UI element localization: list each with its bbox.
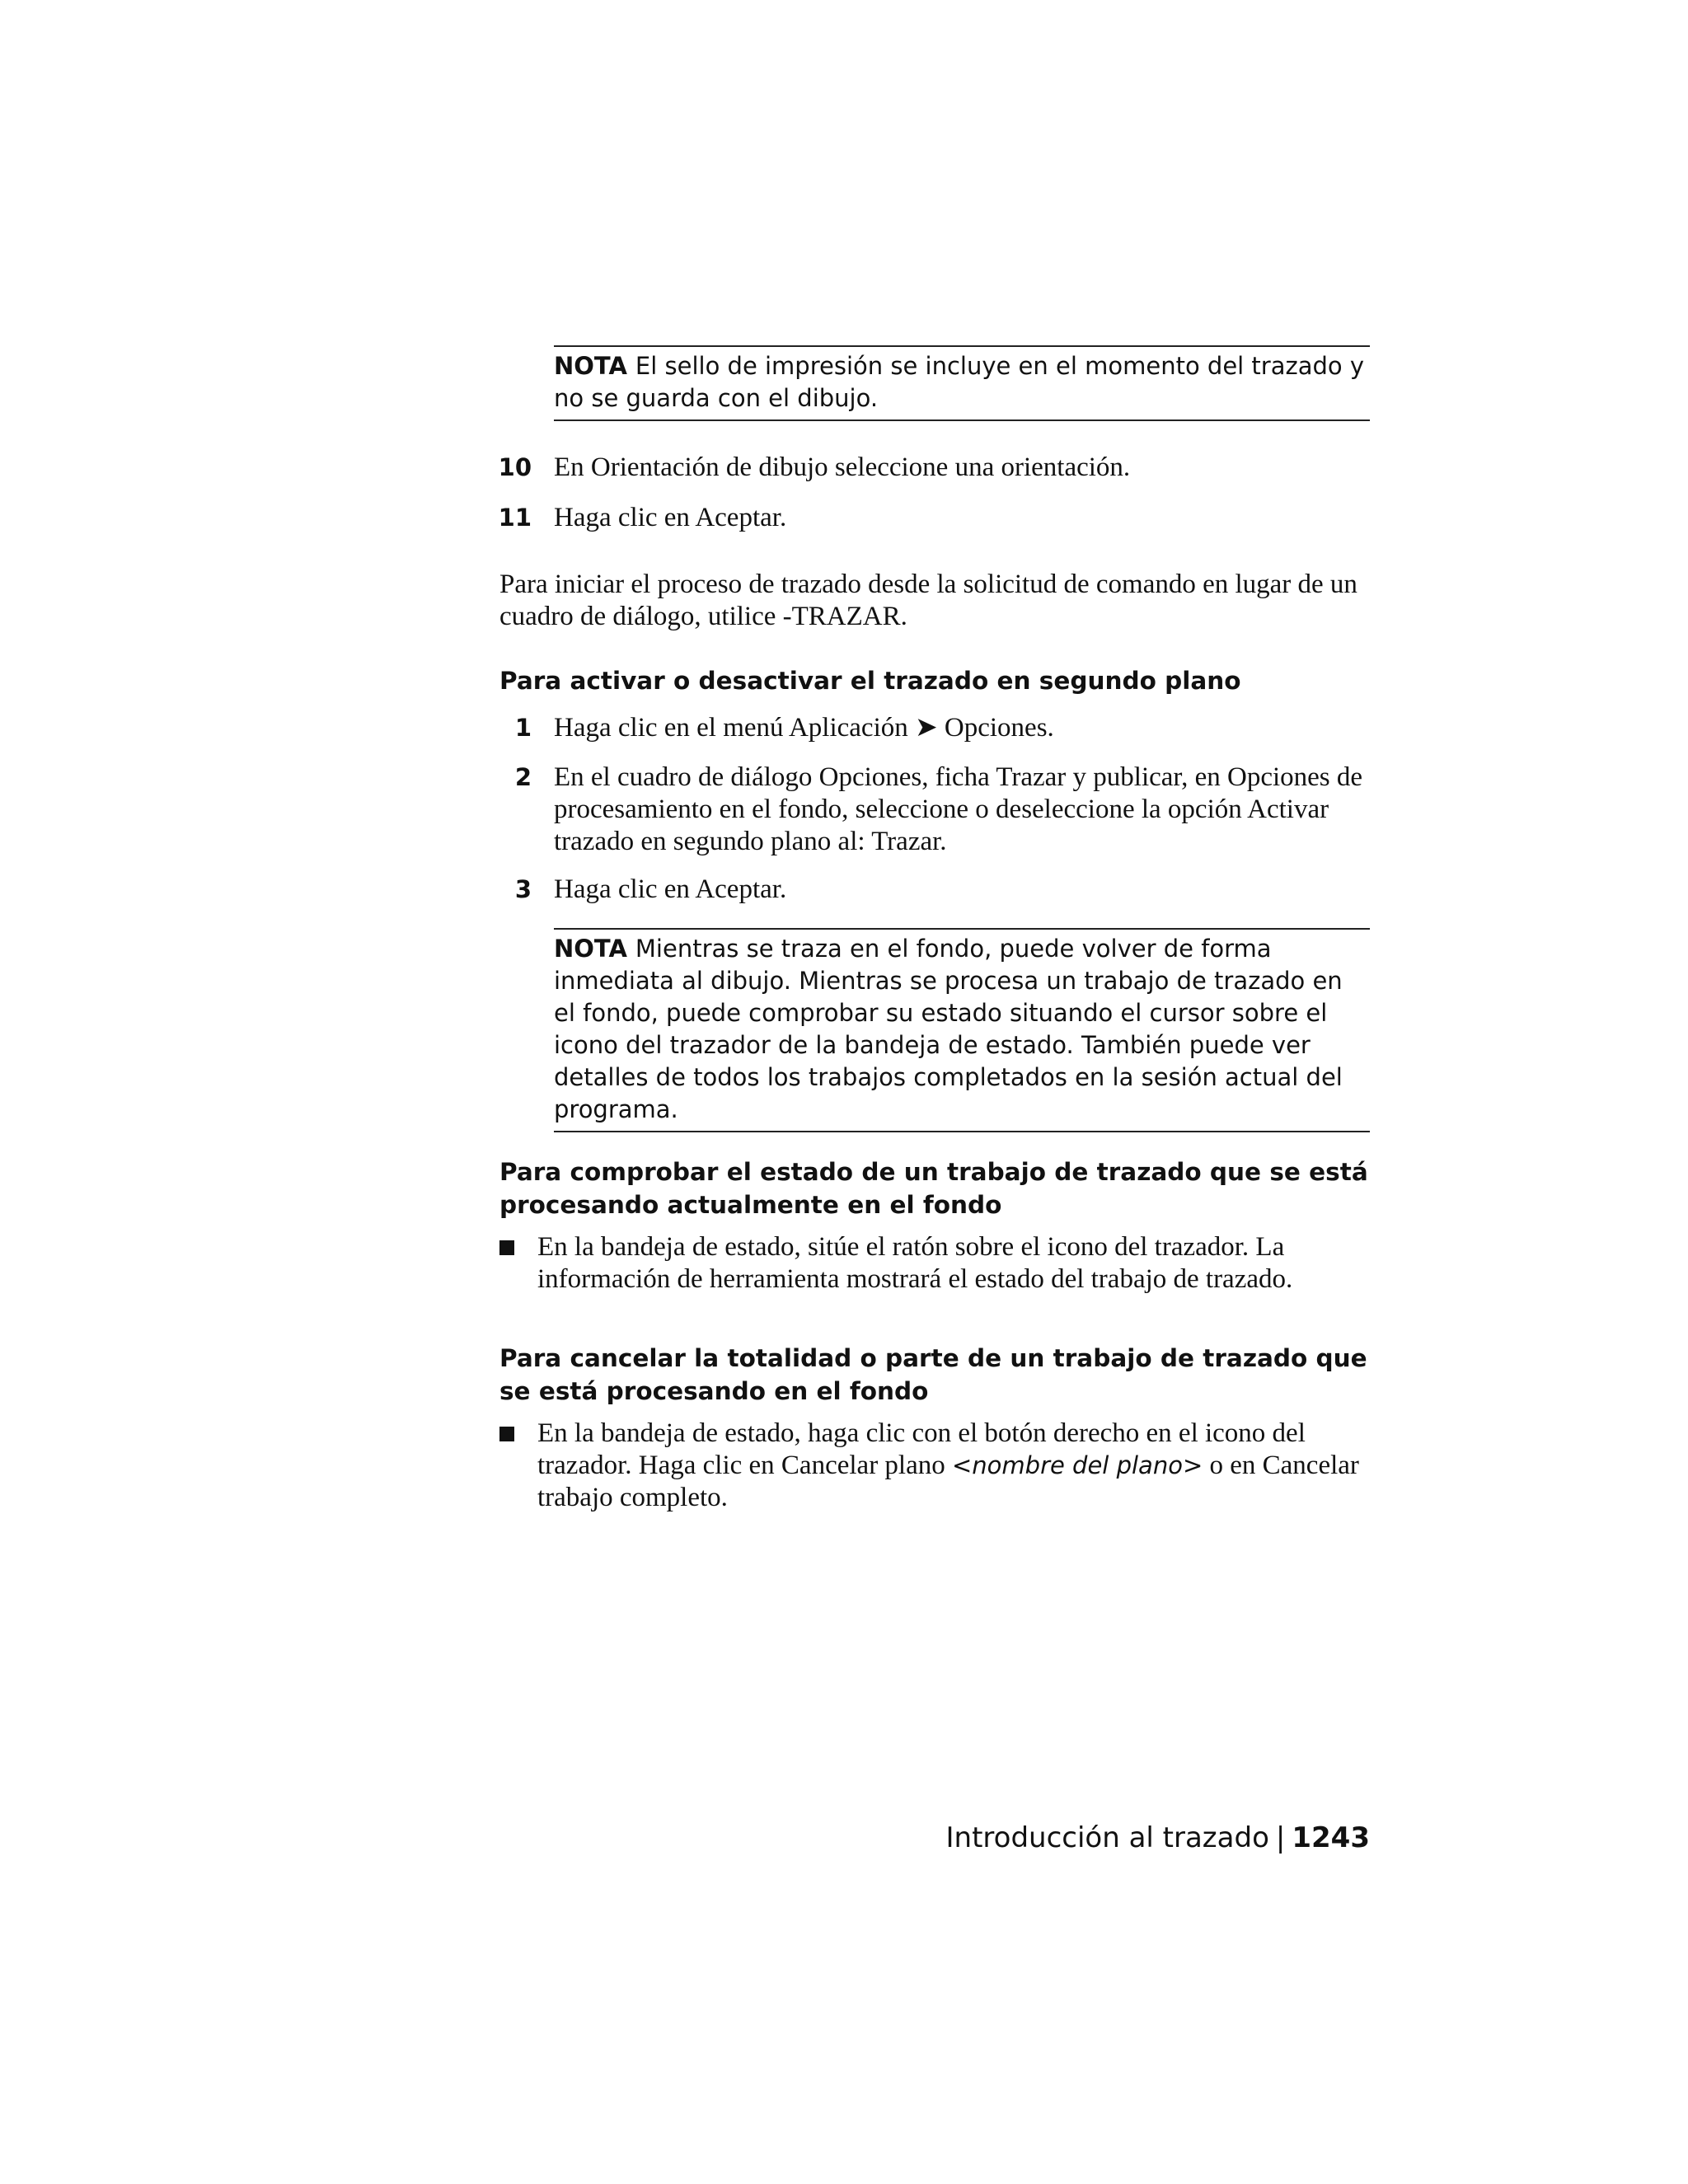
bullet-text: En la bandeja de estado, haga clic con el botón derecho en el icono del trazador. Haga clic en Cancelar plano <nombre del plano> o en Cancelar trabajo completo. <box>537 1418 1359 1512</box>
note-label: NOTA <box>554 935 627 963</box>
note-text: El sello de impresión se incluye en el momento del trazado y no se guarda con el dibujo. <box>554 352 1365 412</box>
menu-arrow-icon: ➤ <box>915 713 938 743</box>
page-number: 1243 <box>1292 1821 1370 1854</box>
note-box <box>554 928 1370 1132</box>
step-text: En Orientación de dibujo seleccione una orientación. <box>554 452 1131 482</box>
step-number: 11 <box>498 504 532 532</box>
procedure-heading: Para comprobar el estado de un trabajo de trazado que se está procesando actualmente en el fondo <box>499 1158 1368 1219</box>
footer-section-title: Introducción al trazado <box>945 1821 1269 1854</box>
bullet-square-icon <box>499 1240 514 1255</box>
step-number: 1 <box>514 714 532 742</box>
note-box <box>554 345 1370 421</box>
note-text: Mientras se traza en el fondo, puede volver de forma inmediata al dibujo. Mientras se procesa un trabajo de trazado en el fondo, puede comprobar su estado situando el cursor sobre el icono del trazador de la bandeja de estado. También puede ver detalles de todos los trabajos completados en la sesión actual del programa. <box>554 935 1343 1123</box>
page-footer <box>946 1820 1370 1856</box>
procedure-heading: Para cancelar la totalidad o parte de un trabajo de trazado que se está procesando en el fondo <box>499 1344 1367 1405</box>
step-number: 3 <box>514 875 532 903</box>
bullet-square-icon <box>499 1427 514 1441</box>
note-label: NOTA <box>554 352 627 380</box>
placeholder-text: <nombre del plano> <box>952 1451 1203 1479</box>
step-text: En el cuadro de diálogo Opciones, ficha Trazar y publicar, en Opciones de procesamiento en el fondo, seleccione o deseleccione la opción Activar trazado en segundo plano al: Trazar. <box>554 762 1363 856</box>
bullet-text: En la bandeja de estado, sitúe el ratón sobre el icono del trazador. La información de herramienta mostrará el estado del trabajo de trazado. <box>537 1232 1293 1294</box>
procedure-heading: Para activar o desactivar el trazado en segundo plano <box>499 667 1241 695</box>
step-text: Haga clic en Aceptar. <box>554 503 787 532</box>
step-number: 10 <box>498 453 532 481</box>
footer-separator: | <box>1275 1821 1286 1854</box>
body-paragraph: Para iniciar el proceso de trazado desde la solicitud de comando en lugar de un cuadro de diálogo, utilice -TRAZAR. <box>499 569 1357 631</box>
step-number: 2 <box>514 763 532 791</box>
step-text: Haga clic en Aceptar. <box>554 874 787 904</box>
step-text: Haga clic en el menú Aplicación ➤ Opciones. <box>554 713 1054 743</box>
